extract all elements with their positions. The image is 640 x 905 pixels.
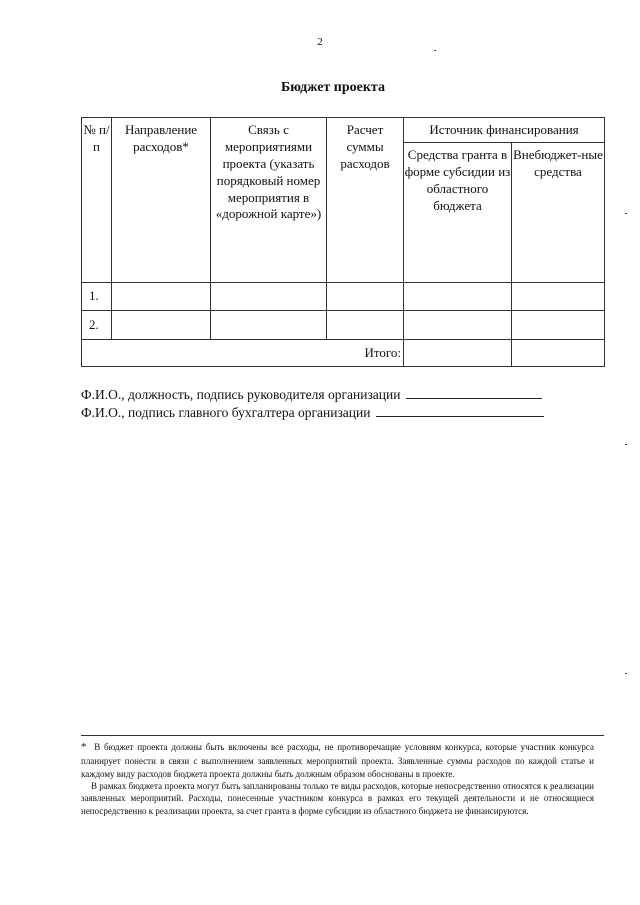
cell-extra	[512, 311, 605, 340]
budget-table	[81, 117, 605, 367]
table-row	[82, 283, 605, 311]
page-title: Бюджет проекта	[281, 80, 385, 95]
row-number: 1.	[82, 283, 112, 311]
header-source: Источник финансирования	[404, 118, 605, 143]
cell-direction	[112, 283, 211, 311]
footnote-marker: *	[81, 741, 87, 753]
cell-calc	[327, 283, 404, 311]
header-extra: Внебюджет-ные средства	[512, 143, 605, 283]
footnote-para-2: В рамках бюджета проекта могут быть запланированы только те виды расходов, которые непосредственно относятся к реализации заявленных мероприятий. Расходы, понесенные участником конкурса в рамках его текущей деятельности и не относящиеся непосредственно к реализации проекта, за счет гранта в форме субсидии из областного бюджета не финансируются.	[81, 780, 594, 816]
total-label: Итого:	[82, 340, 404, 367]
scan-speck	[625, 213, 627, 214]
header-calc: Расчет суммы расходов	[327, 118, 404, 283]
signature-head-label: Ф.И.О., должность, подпись руководителя организации	[81, 387, 401, 402]
header-link: Связь с мероприятиями проекта (указать порядковый номер мероприятия в «дорожной карте»)	[211, 118, 327, 283]
table-row	[82, 311, 605, 340]
cell-link	[211, 311, 327, 340]
row-number: 2.	[82, 311, 112, 340]
cell-extra	[512, 283, 605, 311]
cell-grant	[404, 283, 512, 311]
total-row	[82, 340, 605, 367]
header-num: № п/п	[82, 118, 112, 283]
footnote	[81, 740, 594, 817]
signature-accountant-line	[376, 406, 544, 417]
footnote-divider	[81, 735, 604, 736]
cell-direction	[112, 311, 211, 340]
scan-speck	[625, 444, 627, 445]
signature-head	[81, 387, 542, 403]
scan-speck	[434, 50, 436, 51]
header-direction: Направление расходов*	[112, 118, 211, 283]
header-grant: Средства гранта в форме субсидии из областного бюджета	[404, 143, 512, 283]
signature-accountant-label: Ф.И.О., подпись главного бухгалтера организации	[81, 405, 371, 420]
cell-link	[211, 283, 327, 311]
signature-accountant	[81, 405, 544, 421]
total-extra	[512, 340, 605, 367]
cell-grant	[404, 311, 512, 340]
page-number: 2	[317, 36, 323, 48]
signature-head-line	[406, 388, 542, 399]
scan-speck	[625, 673, 627, 674]
total-grant	[404, 340, 512, 367]
footnote-para-1: В бюджет проекта должны быть включены все расходы, не противоречащие условиям конкурса, которые участник конкурса планирует понести в связи с выполнением заявленных мероприятий проекта. Заявленные суммы расходов по каждой статье и каждому виду расходов бюджета проекта должны быть должным образом обоснованы в проекте.	[81, 742, 595, 779]
cell-calc	[327, 311, 404, 340]
